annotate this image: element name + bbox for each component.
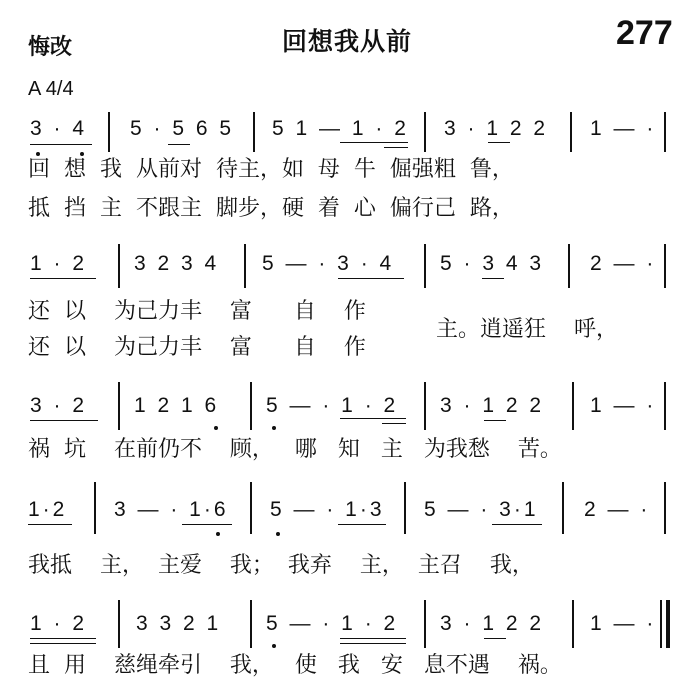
hymn-number: 277 bbox=[616, 14, 673, 52]
bar-line bbox=[562, 482, 564, 534]
measure-4-5: 2 — · bbox=[584, 498, 651, 521]
eighth-beam-double bbox=[340, 643, 406, 644]
measure-2-1: 1 · 2 bbox=[30, 252, 88, 275]
measure-2-4: 5 · 3 4 3 bbox=[440, 252, 545, 275]
eighth-beam bbox=[182, 524, 232, 525]
eighth-beam bbox=[340, 418, 406, 419]
lyric-line-1b: 抵 挡 主 不跟主 脚步，硬 着 心 偏行己 路， bbox=[28, 196, 514, 221]
measure-3-5: 1 — · bbox=[590, 394, 657, 417]
measure-1-5: 1 — · bbox=[590, 117, 657, 140]
lyric-line-2a: 还 以 为己力丰 富 自 作 bbox=[28, 299, 366, 324]
measure-4-4: 5 — · 3·1 bbox=[424, 498, 539, 521]
bar-line bbox=[250, 482, 252, 534]
bar-line bbox=[253, 112, 255, 152]
measure-3-1: 3 · 2 bbox=[30, 394, 88, 417]
measure-5-4: 3 · 1 2 2 bbox=[440, 612, 545, 635]
final-bar-line-thin bbox=[660, 600, 662, 648]
low-octave-dot bbox=[272, 644, 276, 648]
measure-5-1: 1 · 2 bbox=[30, 612, 88, 635]
bar-line bbox=[664, 382, 666, 430]
notation-line-4 bbox=[0, 482, 700, 542]
lyric-line-2b: 还 以 为己力丰 富 自 作 bbox=[28, 335, 366, 360]
measure-5-3: 5 — · 1 · 2 bbox=[266, 612, 399, 635]
measure-1-3: 5 1 — 1 · 2 bbox=[272, 117, 409, 140]
low-octave-dot bbox=[272, 426, 276, 430]
measure-4-3: 5 — · 1·3 bbox=[270, 498, 385, 521]
measure-2-2: 3 2 3 4 bbox=[134, 252, 220, 275]
eighth-beam bbox=[168, 144, 190, 145]
hymn-title: 回想我从前 bbox=[282, 27, 413, 56]
low-octave-dot bbox=[214, 426, 218, 430]
notation-line-2 bbox=[0, 244, 700, 304]
bar-line bbox=[424, 112, 426, 152]
bar-line bbox=[94, 482, 96, 534]
measure-3-3: 5 — · 1 · 2 bbox=[266, 394, 399, 417]
lyric-line-4: 我抵 主， 主爱 我； 我弃 主， 主召 我， bbox=[28, 553, 534, 578]
bar-line bbox=[664, 112, 666, 152]
bar-line bbox=[244, 244, 246, 288]
bar-line bbox=[424, 244, 426, 288]
measure-1-2: 5 · 5 6 5 bbox=[130, 117, 235, 140]
bar-line bbox=[572, 600, 574, 648]
bar-line bbox=[118, 382, 120, 430]
bar-line bbox=[250, 600, 252, 648]
eighth-beam-double bbox=[30, 643, 96, 644]
bar-line bbox=[424, 600, 426, 648]
measure-5-5: 1 — · bbox=[590, 612, 657, 635]
bar-line bbox=[664, 244, 666, 288]
eighth-beam bbox=[28, 524, 72, 525]
notation-line-3 bbox=[0, 382, 700, 442]
bar-line bbox=[250, 382, 252, 430]
eighth-beam bbox=[340, 638, 406, 639]
notation-line-5 bbox=[0, 600, 700, 660]
measure-5-2: 3 3 2 1 bbox=[136, 612, 222, 635]
measure-2-3: 5 — · 3 · 4 bbox=[262, 252, 395, 275]
eighth-beam bbox=[482, 278, 504, 279]
low-octave-dot bbox=[216, 532, 220, 536]
eighth-beam bbox=[484, 420, 506, 421]
sixteenth-beam bbox=[384, 147, 408, 148]
hymn-category-label: 悔改 bbox=[28, 35, 73, 60]
key-and-time-signature: A 4/4 bbox=[28, 78, 74, 100]
measure-4-2: 3 — · 1·6 bbox=[114, 498, 229, 521]
eighth-beam bbox=[30, 420, 98, 421]
eighth-beam bbox=[30, 638, 96, 639]
eighth-beam bbox=[30, 278, 96, 279]
bar-line bbox=[568, 244, 570, 288]
final-bar-line-thick bbox=[666, 600, 670, 648]
low-octave-dot bbox=[276, 532, 280, 536]
bar-line bbox=[570, 112, 572, 152]
eighth-beam bbox=[484, 638, 506, 639]
bar-line bbox=[108, 112, 110, 152]
eighth-beam bbox=[30, 144, 92, 145]
lyric-line-5: 且 用 慈绳牵引 我， 使 我 安 息不遇 祸。 bbox=[28, 653, 562, 678]
bar-line bbox=[664, 482, 666, 534]
eighth-beam bbox=[340, 142, 408, 143]
bar-line bbox=[118, 244, 120, 288]
eighth-beam bbox=[492, 524, 542, 525]
measure-2-5: 2 — · bbox=[590, 252, 657, 275]
lyric-line-3: 祸 坑 在前仍不 顾， 哪 知 主 为我愁 苦。 bbox=[28, 437, 562, 462]
eighth-beam bbox=[338, 524, 386, 525]
bar-line bbox=[424, 382, 426, 430]
lyric-line-2-shared: 主。逍遥狂 呼， bbox=[436, 317, 618, 342]
measure-1-4: 3 · 1 2 2 bbox=[444, 117, 549, 140]
bar-line bbox=[404, 482, 406, 534]
eighth-beam bbox=[488, 142, 510, 143]
measure-3-2: 1 2 1 6 bbox=[134, 394, 220, 417]
bar-line bbox=[572, 382, 574, 430]
bar-line bbox=[118, 600, 120, 648]
lyric-line-1a: 回 想 我 从前对 待主，如 母 牛 倔强粗 鲁， bbox=[28, 157, 514, 182]
measure-1-1: 3 · 4 bbox=[30, 117, 88, 140]
measure-4-1: 1·2 bbox=[28, 498, 68, 521]
sixteenth-beam bbox=[382, 423, 406, 424]
measure-3-4: 3 · 1 2 2 bbox=[440, 394, 545, 417]
eighth-beam bbox=[338, 278, 404, 279]
